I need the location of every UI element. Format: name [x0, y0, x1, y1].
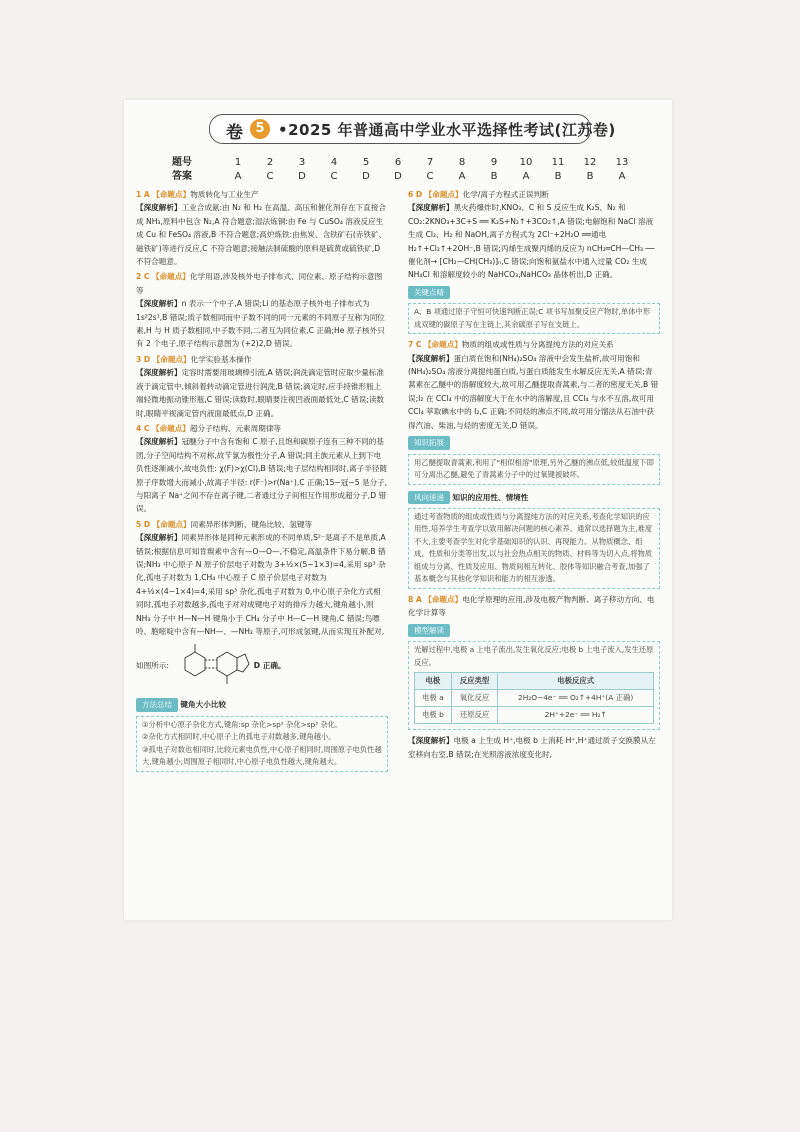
answer-value: B	[554, 171, 562, 182]
table-cell: 2H⁺+2e⁻ ══ H₂↑	[498, 707, 654, 724]
box-title: 键角大小比较	[180, 700, 226, 710]
box-label: 知识拓展	[408, 436, 450, 449]
topic: 同素异形体判断、键角比较、氢键等	[190, 519, 313, 529]
answer-value: A	[234, 171, 242, 182]
table-header: 电极反应式	[498, 673, 654, 690]
trend-text: 通过考查物质的组成或性质与分离提纯方法的对应关系,考查化学知识的应用性,培养学生考查学以致用解决问题的核心素养。通常以选择题为主,难度不大,主要考查学生对化学基础知识的认识、再现能力。从物质概念、组成、性质和分类等出发,以与社会热点相关的物质、材料等为切入点,将物质组成与分离、性质及应用、物质间相互转化、胶体等知识融合考查,加强了基本概念与其他化学知识和能力的相互渗透。	[408, 508, 660, 589]
tag-label: 【命题点】	[423, 340, 462, 350]
q-number: 12	[583, 157, 597, 168]
q-num: 3 D	[136, 354, 151, 364]
answer-q2	[136, 270, 388, 350]
deep-label: 【深度解析】	[408, 736, 454, 746]
topic: 超分子结构、元素周期律等	[189, 423, 282, 433]
topic: 化学用语,涉及核外电子排布式、同位素、原子结构示意图等	[136, 272, 383, 295]
table-header: 电极	[415, 673, 452, 690]
title-text: •2025 年普通高中学业水平选择性考试(江苏卷)	[278, 121, 616, 139]
answer-q5	[136, 518, 388, 695]
table-cell: 电极 b	[415, 707, 452, 724]
answer-q1	[136, 188, 388, 268]
q-num: 1 A	[136, 190, 150, 199]
q-number: 10	[519, 157, 533, 168]
paper-title	[209, 114, 616, 144]
answer-number-row	[172, 156, 642, 170]
table-row	[415, 690, 654, 707]
deep-label: 【深度解析】	[136, 437, 182, 447]
explanation: 工业合成氨:由 N₂ 和 H₂ 在高温、高压和催化剂存在下直接合成 NH₃,原料中包含 N₂,A 符合题意;湿法炼铜:由 Fe 与 CuSO₄ 溶液反应生成 Cu 和 FeSO₄ 溶液,B 不符合题意;高炉炼铁:由焦炭、含铁矿石(赤铁矿、磁铁矿)等进行反应,C 不符合题意;接触法制硫酸的原料是硫黄或硫铁矿,D 不符合题意。	[136, 203, 387, 267]
answer-value: B	[490, 171, 498, 182]
key-point-text: A、B 项通过原子守恒可快速判断正误;C 项书写加聚反应产物时,单体中形成双键的碳原子写在主链上,其余碳原子写在支链上。	[408, 303, 660, 334]
box-label: 模型解读	[408, 624, 450, 637]
note-line: ②杂化方式相同时,中心原子上的孤电子对数越多,键角越小。	[142, 732, 336, 742]
topic: 电化学原理的应用,涉及电极产物判断、离子移动方向、电化学计算等	[408, 594, 655, 618]
tag-label: 【命题点】	[152, 519, 191, 529]
q-number: 11	[551, 157, 565, 168]
tag-label: 【命题点】	[151, 423, 190, 433]
tag-label: 【命题点】	[151, 272, 190, 282]
deep-label: 【深度解析】	[136, 299, 182, 309]
q-num: 7 C	[408, 340, 422, 350]
answer-value: D	[362, 171, 370, 182]
tag-label: 【命题点】	[424, 594, 463, 604]
q-num: 4 C	[136, 423, 150, 433]
left-column	[136, 188, 388, 776]
q-number: 4	[330, 157, 338, 168]
paper-number-badge: 5	[250, 119, 270, 139]
answer-q3	[136, 353, 388, 420]
q-number: 13	[615, 157, 629, 168]
answer-q6	[408, 188, 660, 282]
explanation: n 表示一个中子,A 错误;Li 的基态原子核外电子排布式为 1s²2s¹,B 错误;质子数相同而中子数不同的同一元素的不同原子互称为同位素,H 与 H 质子数相同,中子数不同,二者互为同位素,C 正确;He 原子核外只有 2 个电子,原子结构示意图为 (+2)2,D 错误。	[136, 299, 385, 349]
base-pair-structure-figure	[171, 638, 251, 694]
table-cell: 氧化反应	[451, 690, 498, 707]
head-answer-label: 答案	[172, 171, 192, 182]
answer-value: A	[618, 171, 626, 182]
deep-label: 【深度解析】	[408, 353, 454, 363]
q-number: 6	[394, 157, 402, 168]
topic: 物质的组成或性质与分离提纯方法的对应关系	[461, 340, 614, 350]
explanation: 冠醚分子中含有饱和 C 原子,且饱和碳原子连有三种不同的基团,分子空间结构不对称,故苄氯为极性分子,A 错误;同主族元素从上到下电负性逐渐减小,故电负性: χ(F)>χ(Cl),B 错误;电子层结构相同时,离子半径随原子序数增大而减小,故离子半径: r(F⁻)>r(Na⁺),C 正确;15−冠−5 是分子,与阳离子 Na⁺之间不存在离子键,二者通过分子间相互作用形成超分子,D 错误。	[136, 437, 388, 514]
q-number: 1	[234, 157, 242, 168]
q-number: 5	[362, 157, 370, 168]
knowledge-extension-box	[408, 434, 660, 484]
answer-table	[172, 156, 642, 184]
note-line: ①分析中心原子杂化方式,键角:sp 杂化>sp² 杂化>sp³ 杂化。	[142, 719, 343, 729]
answer-value: C	[426, 171, 434, 182]
extension-text: 用乙醚提取青蒿素,利用了"相似相溶"原理,另外乙醚的沸点低,较低温度下即可分离出乙醚,避免了青蒿素分子中的过氧键被破坏。	[408, 454, 660, 485]
exam-page	[124, 100, 672, 920]
model-box	[408, 622, 660, 730]
q-num: 2 C	[136, 272, 150, 282]
box-label: 方法总结	[136, 698, 178, 711]
method-summary-box	[136, 696, 388, 771]
answer-value: C	[266, 171, 274, 182]
title-juan: 卷	[226, 123, 243, 143]
q-number: 2	[266, 157, 274, 168]
answer-value: B	[586, 171, 594, 182]
explanation: 同素异形体是同种元素形成的不同单质,S²⁻是离子不是单质,A 错误;根据信息可知肯羰素中含有—O—O—,不稳定,高温条件下易分解,B 错误;NH₃ 中心原子 N 原子价层电子对数为 3+½×(5−1×3)=4,采用 sp³ 杂化,孤电子对数为 1,CH₄ 中心原子 C 原子价层电子对数为 4+½×(4−1×4)=4,采用 sp³ 杂化,孤电子对数为 0,中心原子杂化方式相同时,孤电子对数越多,孤电子对对成键电子对的排斥力越大,键角越小,则 NH₃ 分子中 H—N—H 键角小于 CH₄ 分子中 H—C—H 键角,C 错误;鸟嘌呤、胞嘧啶中含有—NH—、—NH₂ 等原子,可形成氢键,从而实现互补配对,如图所示:	[136, 533, 386, 671]
q-num: 8 A	[408, 594, 422, 604]
box-title: 知识的应用性、情境性	[452, 492, 529, 502]
box-label: 关键点晴	[408, 286, 450, 299]
answer-q7	[408, 338, 660, 432]
q-number: 8	[458, 157, 466, 168]
deep-label: 【深度解析】	[136, 533, 182, 543]
answer-value: C	[330, 171, 338, 182]
explanation: 蛋白质在饱和(NH₄)₂SO₄ 溶液中会发生盐析,故可用饱和(NH₄)₂SO₄ 溶液分离提纯蛋白质,与蛋白质能发生水解反应无关,A 错误;青蒿素在乙醚中的溶解度较大,故可用乙醚提取青蒿素,与二者的密度无关,B 错误;I₂ 在 CCl₄ 中的溶解度大于在水中的溶解度,且 CCl₄ 与水不互溶,故可用 CCl₄ 萃取碘水中的 I₂,C 正确;不同烃的沸点不同,故可用分馏法从石油中获得汽油、柴油,与烃的密度无关,D 错误。	[408, 353, 659, 430]
q-number: 3	[298, 157, 306, 168]
topic: 物质转化与工业生产	[190, 190, 259, 199]
trend-box	[408, 489, 660, 589]
tag-label: 【命题点】	[424, 190, 463, 199]
answer-q4	[136, 422, 388, 516]
answer-value: A	[522, 171, 530, 182]
answer-value-row	[172, 170, 642, 184]
tag-label: 【命题点】	[152, 354, 191, 364]
topic: 化学实验基本操作	[190, 354, 252, 364]
q-num: 6 D	[408, 190, 423, 199]
q-num: 5 D	[136, 519, 151, 529]
answer-q8-explanation	[408, 734, 660, 761]
note-line: ③孤电子对数也相同时,比较元素电负性,中心原子相同时,周围原子电负性越大,键角越小;周围原子相同时,中心原子电负性越大,键角越大。	[142, 744, 382, 767]
answer-q8	[408, 593, 660, 620]
q-number: 9	[490, 157, 498, 168]
right-column	[408, 188, 660, 763]
deep-label: 【深度解析】	[408, 203, 454, 213]
explanation: 黑火药爆炸时,KNO₃、C 和 S 反应生成 K₂S、N₂ 和 CO₂:2KNO₃+3C+S ══ K₂S+N₂↑+3CO₂↑,A 错误;电解饱和 NaCl 溶液生成 Cl₂、H₂ 和 NaOH,离子方程式为 2Cl⁻+2H₂O ══通电 H₂↑+Cl₂↑+2OH⁻,B 错误;丙烯生成聚丙烯的反应为 nCH₂═CH—CH₃ ──催化剂→ [CH₂—CH(CH₃)]ₙ,C 错误;向饱和氨盐水中通入过量 CO₂ 生成 NH₄Cl 和溶解度较小的 NaHCO₃,NaHCO₃ 晶体析出,D 正确。	[408, 203, 655, 280]
tag-label: 【命题点】	[152, 190, 191, 199]
explanation: 定容时需要用玻璃棒引流,A 错误;润洗滴定管时应取少量标准液于滴定管中,倾斜着转动滴定管进行润洗,B 错误;滴定时,应手持锥形瓶上端轻微地振动锥形瓶,C 错误;读数时,眼睛要注视凹液面最低处,C 错误;读数时,眼睛平视滴定管内液面最低点,D 正确。	[136, 368, 385, 418]
table-cell: 还原反应	[451, 707, 498, 724]
electrode-table	[414, 672, 654, 724]
model-notes	[408, 641, 660, 730]
table-row	[415, 707, 654, 724]
table-cell: 2H₂O−4e⁻ ══ O₂↑+4H⁺(A 正确)	[498, 690, 654, 707]
q-number: 7	[426, 157, 434, 168]
box-label: 风向速递	[408, 491, 450, 504]
deep-label: 【深度解析】	[136, 368, 182, 378]
explanation: 电极 a 上生成 H⁺,电极 b 上消耗 H⁺,H⁺通过质子交换膜从左室移向右室,B 错误;在光照溶液浓度变化时,	[408, 736, 656, 759]
q5-conclusion: D 正确。	[253, 661, 286, 671]
head-number-label: 题号	[172, 157, 192, 168]
topic: 化学/离子方程式正误判断	[462, 190, 549, 199]
answer-value: D	[298, 171, 306, 182]
model-text: 光解过程中,电极 a 上电子流出,发生氧化反应;电极 b 上电子流入,发生还原反应。	[414, 645, 654, 667]
answer-value: A	[458, 171, 466, 182]
table-header: 反应类型	[451, 673, 498, 690]
deep-label: 【深度解析】	[136, 203, 182, 213]
key-point-box	[408, 284, 660, 334]
method-notes	[136, 716, 388, 772]
answer-value: D	[394, 171, 402, 182]
table-cell: 电极 a	[415, 690, 452, 707]
